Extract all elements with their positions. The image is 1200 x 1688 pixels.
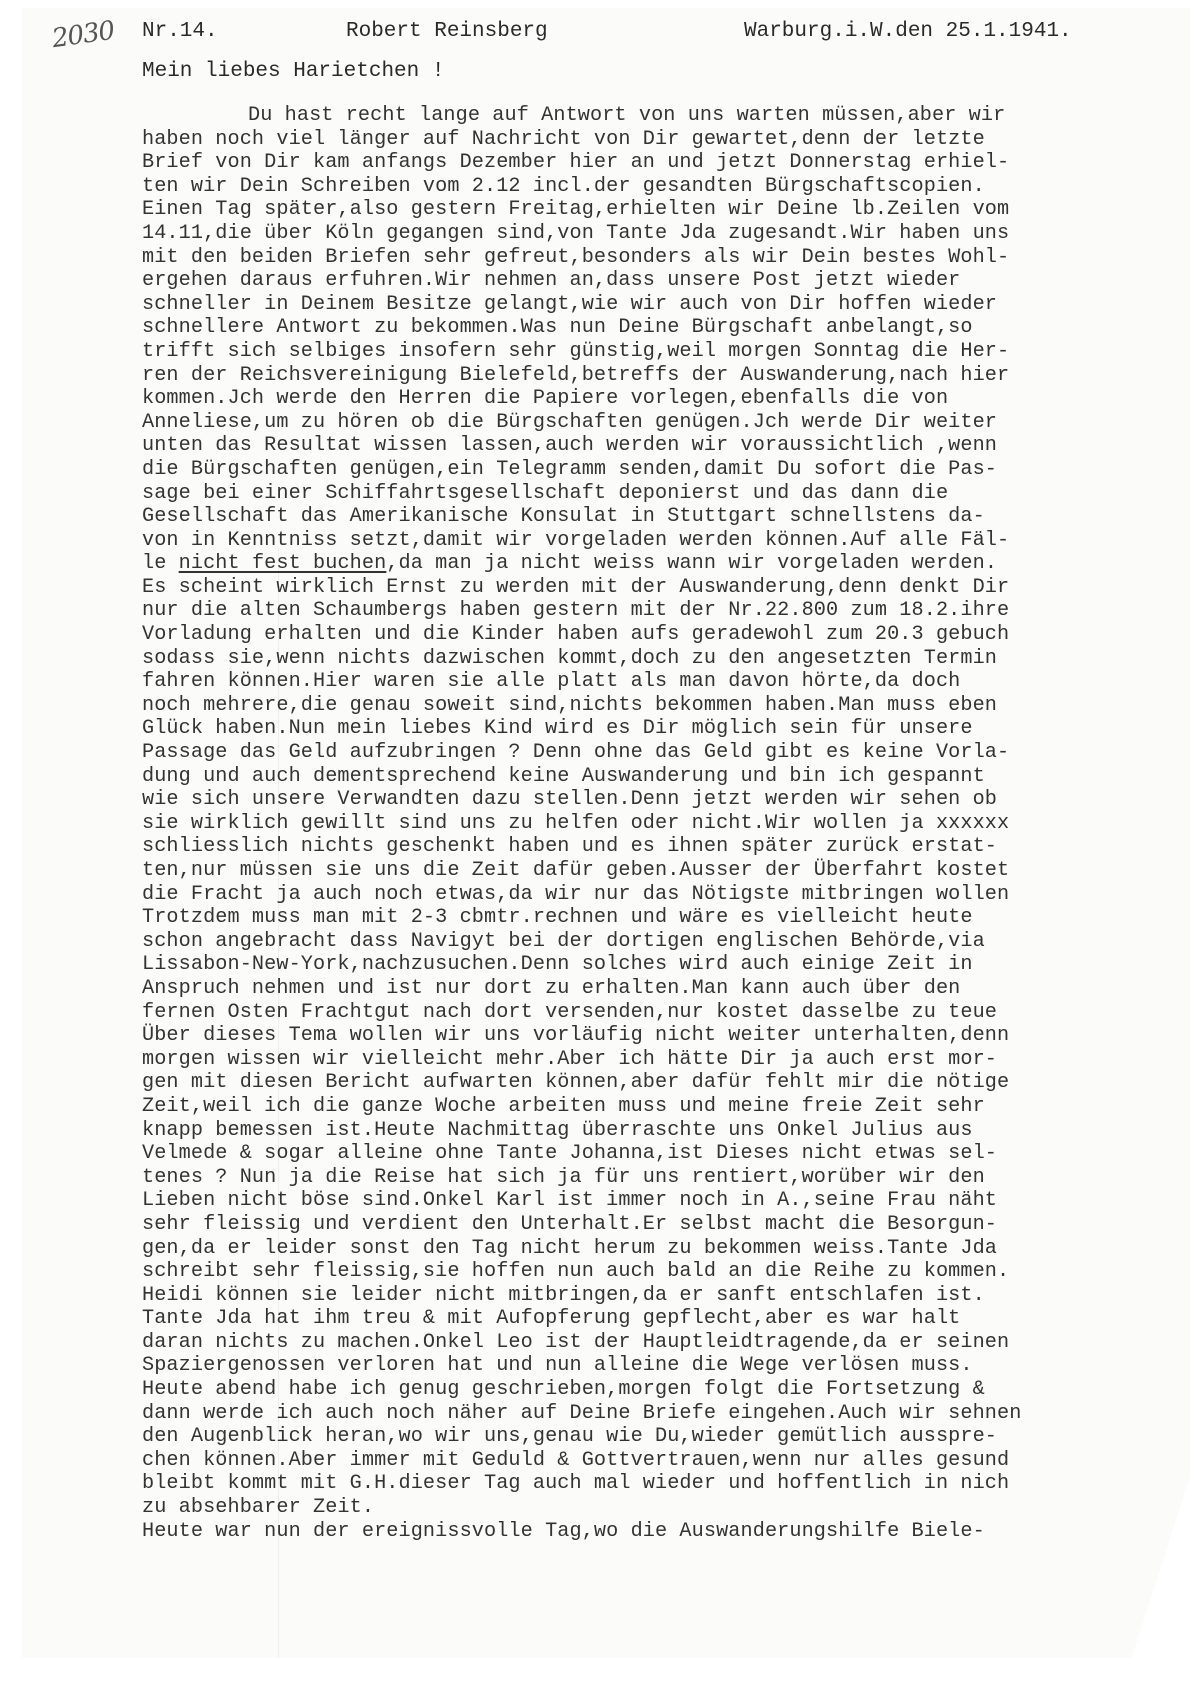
text-line: sie wirklich gewillt sind uns zu helfen oder nicht.Wir wollen ja xxxxxx	[142, 811, 1010, 835]
text-line: Trotzdem muss man mit 2-3 cbmtr.rechnen und wäre es vielleicht heute	[142, 906, 973, 930]
text-line: sehr fleissig und verdient den Unterhalt.Er selbst macht die Besorgun-	[142, 1212, 998, 1236]
text-line: den Augenblick heran,wo wir uns,genau wie Du,wieder gemütlich ausspre-	[142, 1425, 998, 1449]
text-line: dung und auch dementsprechend keine Auswanderung und bin ich gespannt	[142, 764, 985, 788]
text-line: von in Kenntniss setzt,damit wir vorgeladen werden können.Auf alle Fäl-	[142, 528, 1010, 552]
letter-number: Nr.14.	[142, 20, 218, 43]
text-line: schnellere Antwort zu bekommen.Was nun Deine Bürgschaft anbelangt,so	[142, 316, 973, 340]
text-line: haben noch viel länger auf Nachricht von Dir gewartet,denn der letzte	[142, 127, 985, 151]
text-line: schliesslich nichts geschenkt haben und es ihnen später zurück erstat-	[142, 835, 998, 859]
text-line: Heidi können sie leider nicht mitbringen,da er sanft entschlafen ist.	[142, 1283, 985, 1307]
text-line: daran nichts zu machen.Onkel Leo ist der Hauptleidtragende,da er seinen	[142, 1330, 1010, 1354]
text-line: Es scheint wirklich Ernst zu werden mit der Auswanderung,denn denkt Dir	[142, 575, 1010, 599]
text-line: Anneliese,um zu hören ob die Bürgschaften genügen.Jch werde Dir weiter	[142, 410, 998, 434]
text-line: 14.11,die über Köln gegangen sind,von Tante Jda zugesandt.Wir haben uns	[142, 221, 1010, 245]
text-line: Vorladung erhalten und die Kinder haben aufs geradewohl zum 20.3 gebuch	[142, 623, 1010, 647]
text-line: Anspruch nehmen und ist nur dort zu erhalten.Man kann auch über den	[142, 976, 961, 1000]
text-line: gen mit diesen Bericht aufwarten können,aber dafür fehlt mir die nötige	[142, 1071, 1010, 1095]
text-line: zu absehbarer Zeit.	[142, 1496, 375, 1520]
text-line: trifft sich selbiges insofern sehr günstig,weil morgen Sonntag die Her-	[142, 339, 1010, 363]
text-line: die Fracht ja auch noch etwas,da wir nur das Nötigste mitbringen wollen	[142, 882, 1010, 906]
text-line: ergehen daraus erfuhren.Wir nehmen an,dass unsere Post jetzt wieder	[142, 269, 961, 293]
text-line: sage bei einer Schiffahrtsgesellschaft deponierst und das dann die	[142, 481, 949, 505]
text-line: Glück haben.Nun mein liebes Kind wird es Dir möglich sein für unsere	[142, 717, 973, 741]
text-line: wie sich unsere Verwandten dazu stellen.Denn jetzt werden wir sehen ob	[142, 788, 998, 812]
text-line: Brief von Dir kam anfangs Dezember hier an und jetzt Donnerstag erhiel-	[142, 151, 1010, 175]
text-line: le nicht fest buchen,da man ja nicht weiss wann wir vorgeladen werden.	[142, 552, 998, 576]
text-line: unten das Resultat wissen lassen,auch werden wir voraussichtlich ,wenn	[142, 434, 998, 458]
text-line: Tante Jda hat ihm treu & mit Aufopferung gepflecht,aber es war halt	[142, 1307, 961, 1331]
text-line: schreibt sehr fleissig,sie hoffen nun auch bald an die Reihe zu kommen.	[142, 1260, 1010, 1284]
text-line: kommen.Jch werde den Herren die Papiere vorlegen,ebenfalls die von	[142, 387, 949, 411]
text-line: dann werde ich auch noch näher auf Deine Briefe eingehen.Auch wir sehnen	[142, 1401, 1022, 1425]
text-line: nur die alten Schaumbergs haben gestern mit der Nr.22.800 zum 18.2.ihre	[142, 599, 1010, 623]
text-line: Heute war nun der ereignissvolle Tag,wo die Auswanderungshilfe Biele-	[142, 1519, 985, 1543]
salutation: Mein liebes Harietchen !	[142, 60, 445, 83]
text-line: mit den beiden Briefen sehr gefreut,besonders als wir Dein bestes Wohl-	[142, 245, 1010, 269]
text-line: morgen wissen wir vielleicht mehr.Aber ich hätte Dir ja auch erst mor-	[142, 1047, 998, 1071]
text-line: Heute abend habe ich genug geschrieben,morgen folgt die Fortsetzung &	[142, 1378, 985, 1402]
text-line: Einen Tag später,also gestern Freitag,erhielten wir Deine lb.Zeilen vom	[142, 198, 1010, 222]
text-line: Zeit,weil ich die ganze Woche arbeiten muss und meine freie Zeit sehr	[142, 1094, 985, 1118]
text-line: chen können.Aber immer mit Geduld & Gottvertrauen,wenn nur alles gesund	[142, 1448, 1010, 1472]
text-line: Passage das Geld aufzubringen ? Denn ohne das Geld gibt es keine Vorla-	[142, 741, 1010, 765]
letter-header	[142, 20, 1142, 50]
text-line: Über dieses Tema wollen wir uns vorläufig nicht weiter unterhalten,denn	[142, 1024, 1010, 1048]
place-and-date: Warburg.i.W.den 25.1.1941.	[744, 20, 1072, 43]
text-line: Gesellschaft das Amerikanische Konsulat in Stuttgart schnellstens da-	[142, 505, 985, 529]
handwritten-archive-number: 2030	[50, 15, 116, 55]
text-line: tenes ? Nun ja die Reise hat sich ja für uns rentiert,worüber wir den	[142, 1165, 985, 1189]
text-line: ten wir Dein Schreiben vom 2.12 incl.der gesandten Bürgschaftscopien.	[142, 174, 985, 198]
text-line: fahren können.Hier waren sie alle platt als man davon hörte,da doch	[142, 670, 961, 694]
text-line: ren der Reichsvereinigung Bielefeld,betreffs der Auswanderung,nach hier	[142, 363, 1010, 387]
text-line: noch mehrere,die genau soweit sind,nichts bekommen haben.Man muss eben	[142, 693, 998, 717]
text-line: Lissabon-New-York,nachzusuchen.Denn solches wird auch einige Zeit in	[142, 953, 973, 977]
text-line: ten,nur müssen sie uns die Zeit dafür geben.Ausser der Überfahrt kostet	[142, 859, 1010, 882]
text-line: Du hast recht lange auf Antwort von uns warten müssen,aber wir	[248, 104, 1006, 127]
text-line: die Bürgschaften genügen,ein Telegramm senden,damit Du sofort die Pas-	[142, 457, 998, 481]
text-line: bleibt kommt mit G.H.dieser Tag auch mal wieder und hoffentlich in nich	[142, 1472, 1010, 1496]
text-line: schneller in Deinem Besitze gelangt,wie wir auch von Dir hoffen wieder	[142, 292, 998, 316]
text-line: sodass sie,wenn nichts dazwischen kommt,doch zu den angesetzten Termin	[142, 646, 998, 670]
text-line: Lieben nicht böse sind.Onkel Karl ist immer noch in A.,seine Frau näht	[142, 1189, 998, 1213]
text-line: Velmede & sogar alleine ohne Tante Johanna,ist Dieses nicht etwas sel-	[142, 1142, 998, 1166]
underlined-phrase: nicht fest buchen	[178, 552, 387, 576]
letter-body	[142, 104, 1192, 1543]
text-line: knapp bemessen ist.Heute Nachmittag überraschte uns Onkel Julius aus	[142, 1118, 973, 1142]
text-line: gen,da er leider sonst den Tag nicht herum zu bekommen weiss.Tante Jda	[142, 1236, 998, 1260]
text-line: Spaziergenossen verloren hat und nun alleine die Wege verlösen muss.	[142, 1354, 973, 1378]
text-line: schon angebracht dass Navigyt bei der dortigen englischen Behörde,via	[142, 929, 985, 953]
sender-name: Robert Reinsberg	[346, 20, 548, 43]
text-line: fernen Osten Frachtgut nach dort versenden,nur kostet dasselbe zu teue	[142, 1000, 998, 1024]
